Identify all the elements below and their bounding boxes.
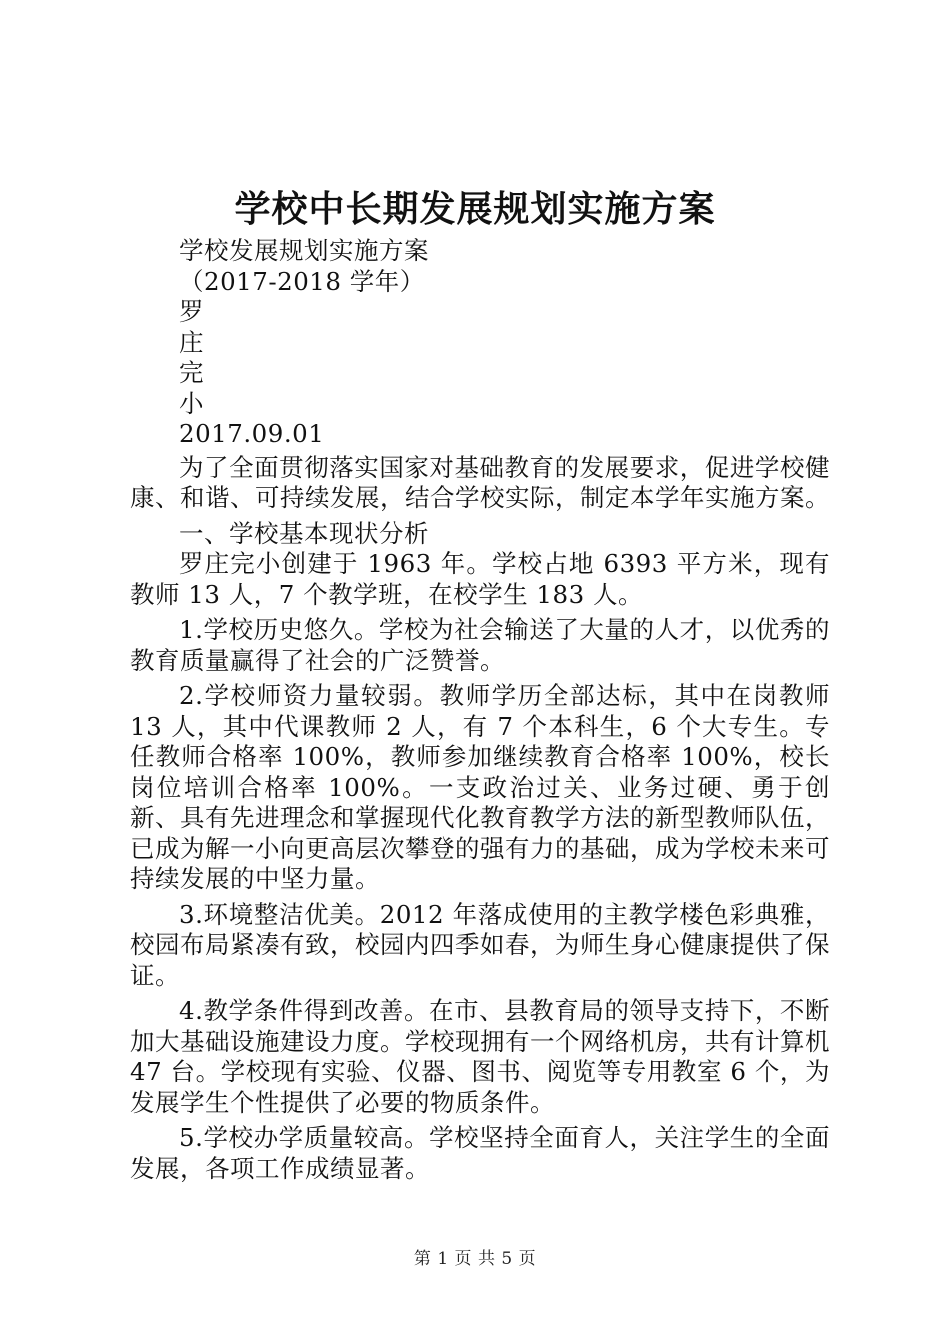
section-heading: 一、学校基本现状分析 <box>179 518 429 548</box>
paragraph-history: 1.学校历史悠久。学校为社会输送了大量的人才，以优秀的教育质量赢得了社会的广泛赞誉。 <box>130 615 830 675</box>
document-title: 学校中长期发展规划实施方案 <box>234 188 716 230</box>
document-body <box>130 236 830 1184</box>
paragraph-facilities: 4.教学条件得到改善。在市、县教育局的领导支持下，不断加大基础设施建设力度。学校现拥有一个网络机房，共有计算机 47 台。学校现有实验、仪器、图书、阅览等专用教室 6 个，为发展学生个性提供了必要的物质条件。 <box>130 996 830 1117</box>
school-name-char-4: 小 <box>179 388 204 418</box>
intro-paragraph: 为了全面贯彻落实国家对基础教育的发展要求，促进学校健康、和谐、可持续发展，结合学校实际，制定本学年实施方案。 <box>130 452 830 512</box>
document-date: 2017.09.01 <box>179 419 325 448</box>
school-name-char-3: 完 <box>179 358 204 387</box>
paragraph-quality: 5.学校办学质量较高。学校坚持全面育人，关注学生的全面发展，各项工作成绩显著。 <box>130 1123 830 1183</box>
school-year: （2017-2018 学年） <box>179 266 425 296</box>
plan-name: 学校发展规划实施方案 <box>179 236 429 265</box>
paragraph-teachers: 2.学校师资力量较弱。教师学历全部达标，其中在岗教师 13 人，其中代课教师 2 人，有 7 个本科生，6 个大专生。专任教师合格率 100%，教师参加继续教育合格率 100%，校长岗位培训合格率 100%。一支政治过关、业务过硬、勇于创新、具有先进理念和掌握现代化教育教学方法的新型教师队伍，已成为解一小向更高层次攀登的强有力的基础，成为学校未来可持续发展的中坚力量。 <box>130 681 830 893</box>
school-name-char-2: 庄 <box>179 327 204 357</box>
paragraph-overview: 罗庄完小创建于 1963 年。学校占地 6393 平方米，现有教师 13 人，7 个教学班，在校学生 183 人。 <box>130 549 830 609</box>
page-footer: 第 1 页 共 5 页 <box>413 1249 537 1269</box>
paragraph-environment: 3.环境整洁优美。2012 年落成使用的主教学楼色彩典雅，校园布局紧凑有致，校园内四季如春，为师生身心健康提供了保证。 <box>130 899 830 990</box>
school-name-char-1: 罗 <box>179 297 204 326</box>
